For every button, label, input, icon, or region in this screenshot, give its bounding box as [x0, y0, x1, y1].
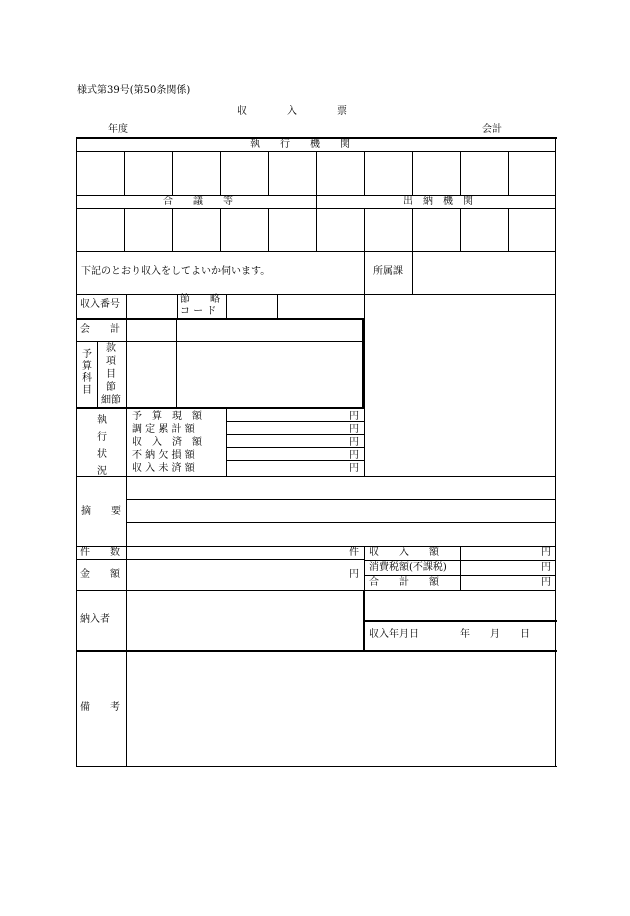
grid-line [226, 434, 364, 435]
grid-line [268, 208, 269, 251]
grid-line [76, 559, 364, 560]
grid-line [126, 546, 127, 590]
grid-line [124, 151, 125, 195]
grid-line [226, 447, 364, 448]
execution-row-label: 調 定 累 計 額 [132, 424, 195, 435]
amount-unit: 円 [349, 569, 359, 580]
execution-row-unit: 円 [349, 424, 359, 435]
accounting-label: 会計 [482, 124, 502, 135]
total-amount-unit: 円 [541, 577, 551, 588]
remarks-label: 備 考 [80, 702, 120, 713]
summary-label: 摘 要 [81, 506, 121, 517]
revenue-amount-unit: 円 [541, 547, 551, 558]
consumption-tax-unit: 円 [541, 562, 551, 573]
department-label: 所属課 [373, 266, 403, 277]
executing-agency-header: 執 行 機 関 [250, 139, 350, 150]
execution-row-unit: 円 [349, 411, 359, 422]
grid-line [508, 151, 509, 195]
grid-line [172, 208, 173, 251]
revenue-amount-label: 収 入 額 [369, 547, 439, 558]
grid-line [124, 208, 125, 251]
grid-line [412, 208, 413, 251]
total-amount-label: 合 計 額 [369, 577, 439, 588]
grid-line [364, 208, 365, 251]
request-text: 下記のとおり収入をしてよいか伺います。 [81, 266, 271, 277]
execution-row-label: 収 入 済 額 [132, 437, 202, 448]
payer-label: 納入者 [80, 614, 110, 625]
grid-line [76, 590, 556, 591]
grid-line [76, 208, 556, 209]
consumption-tax-label: 消費税額(不課税) [369, 562, 447, 573]
budget-box-bottom [76, 407, 364, 409]
execution-row-unit: 円 [349, 463, 359, 474]
grid-line [316, 151, 317, 195]
form-title: 収 入 票 [237, 106, 347, 117]
grid-line [126, 318, 127, 409]
execution-label: 執行状況 [97, 415, 107, 477]
grid-line [76, 251, 556, 252]
receipt-date-month: 月 [490, 629, 500, 640]
grid-line [76, 341, 364, 342]
revenue-number-label: 収入番号 [80, 299, 120, 310]
receipt-date-box-top [363, 620, 557, 622]
consultation-header: 合 議 等 [163, 196, 233, 207]
budget-item-saisetsu: 細節 [101, 395, 121, 406]
grid-line [364, 560, 556, 561]
budget-item-kan: 款 [106, 343, 116, 354]
grid-line [126, 294, 127, 318]
grid-line [412, 151, 413, 195]
grid-line [76, 294, 556, 295]
grid-line [364, 294, 365, 476]
grid-line [126, 499, 556, 500]
grid-line [364, 546, 365, 590]
section-code-label-1: 節 略 [180, 294, 220, 305]
execution-row-label: 予 算 現 額 [132, 411, 202, 422]
grid-line [176, 318, 177, 409]
count-label: 件 数 [80, 547, 120, 558]
fiscal-year-label: 年度 [108, 124, 128, 135]
grid-line [460, 151, 461, 195]
execution-row-unit: 円 [349, 450, 359, 461]
receipt-date-year: 年 [460, 629, 470, 640]
budget-item-kou: 項 [106, 356, 116, 367]
grid-line [76, 650, 557, 652]
grid-line [220, 151, 221, 195]
grid-line [226, 460, 364, 461]
grid-line [126, 476, 127, 546]
grid-line [226, 294, 227, 318]
frame-bottom [76, 766, 557, 767]
grid-line [126, 408, 127, 476]
amount-label: 金 額 [80, 569, 120, 580]
grid-line [412, 251, 413, 294]
treasury-header: 出 納 機 関 [403, 196, 473, 207]
budget-item-setsu: 節 [106, 382, 116, 393]
grid-line [316, 195, 317, 251]
section-code-label-2: コ ー ド [180, 306, 217, 317]
grid-line [76, 476, 556, 477]
count-unit: 件 [349, 547, 359, 558]
receipt-date-label: 収入年月日 [369, 629, 419, 640]
grid-line [508, 208, 509, 251]
grid-line [364, 151, 365, 195]
grid-line [364, 251, 365, 294]
budget-label: 予算科目 [82, 349, 92, 396]
grid-line [277, 294, 278, 318]
grid-line [97, 341, 98, 409]
execution-row-unit: 円 [349, 437, 359, 448]
grid-line [177, 294, 178, 318]
budget-item-moku: 目 [106, 369, 116, 380]
form-id: 様式第39号(第50条関係) [77, 85, 191, 96]
grid-line [126, 590, 127, 767]
grid-line [460, 208, 461, 251]
execution-row-label: 収 入 未 済 額 [132, 463, 195, 474]
frame-left [76, 137, 77, 767]
grid-line [460, 546, 461, 590]
grid-line [226, 421, 364, 422]
frame-right [555, 137, 556, 767]
grid-line [172, 151, 173, 195]
receipt-date-day: 日 [520, 629, 530, 640]
grid-line [220, 208, 221, 251]
grid-line [76, 546, 556, 547]
grid-line [126, 522, 556, 523]
grid-line [268, 151, 269, 195]
grid-line [364, 575, 556, 576]
kaikei-label: 会 計 [80, 324, 120, 335]
execution-row-label: 不 納 欠 損 額 [132, 450, 195, 461]
budget-box-top [76, 318, 364, 320]
grid-line [226, 408, 227, 476]
